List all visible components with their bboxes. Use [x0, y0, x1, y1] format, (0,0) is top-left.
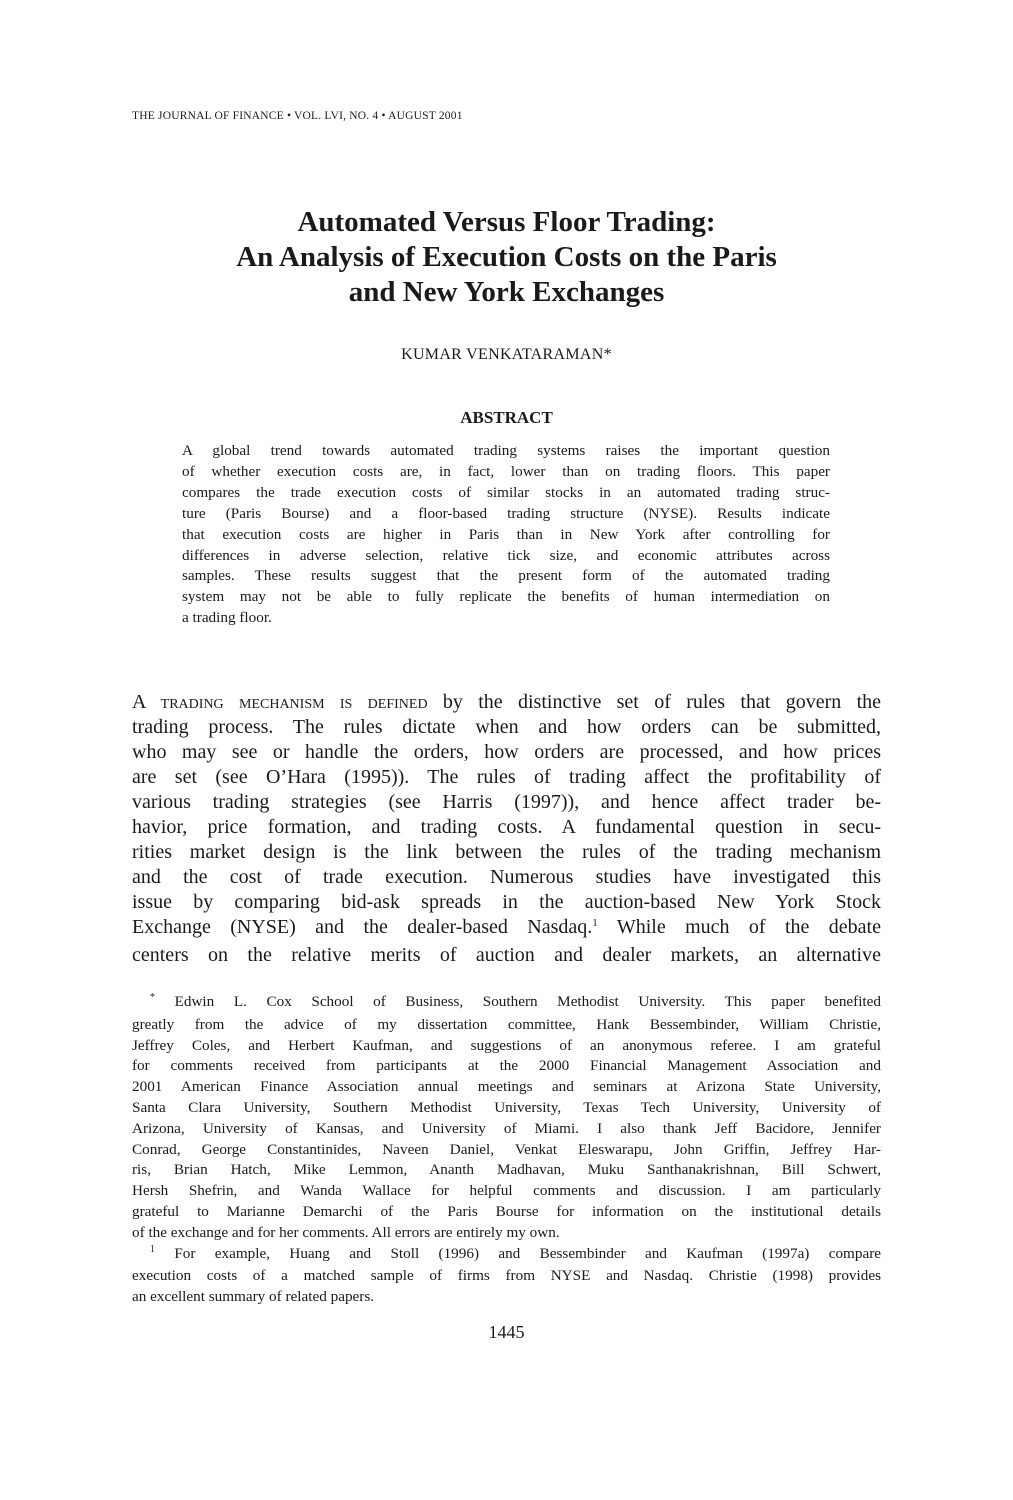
abstract-heading: ABSTRACT [460, 408, 553, 427]
abstract-line: of whether execution costs are, in fact, lower than on trading floors. This paper [182, 462, 830, 480]
footnote-text: Edwin L. Cox School of Business, Southern Methodist University. This paper benefited [155, 993, 881, 1010]
small-caps-lead: A trading mechanism is defined [132, 691, 428, 713]
footnote-line: Jeffrey Coles, and Herbert Kaufman, and suggestions of an anonymous referee. I am grateful [132, 1036, 881, 1054]
footnote-line [132, 992, 881, 1015]
title-line-3: and New York Exchanges [348, 276, 665, 308]
footnote-line: Hersh Shefrin, and Wanda Wallace for helpful comments and discussion. I am particularly [132, 1182, 881, 1200]
footnote-line: Santa Clara University, Southern Methodist University, Texas Tech University, University of [132, 1098, 881, 1116]
footnote-line: of the exchange and for her comments. All errors are entirely my own. [132, 1223, 560, 1241]
body-line: rities market design is the link between the rules of the trading mechanism [132, 841, 881, 863]
body-line: issue by comparing bid-ask spreads in the auction-based New York Stock [132, 891, 881, 913]
abstract-line: ture (Paris Bourse) and a floor-based trading structure (NYSE). Results indicate [182, 504, 830, 522]
footnote-one-marker: 1 [150, 1243, 155, 1255]
body-line: are set (see O’Hara (1995)). The rules of trading affect the profitability of [132, 766, 881, 788]
abstract-line: samples. These results suggest that the present form of the automated trading [182, 567, 830, 585]
page-number: 1445 [488, 1322, 525, 1342]
article-title [0, 205, 1013, 310]
body-line: trading process. The rules dictate when and how orders can be submitted, [132, 716, 881, 738]
body-line: havior, price formation, and trading costs. A fundamental question in secu- [132, 816, 881, 838]
body-line: and the cost of trade execution. Numerous studies have investigated this [132, 866, 881, 888]
footnote-line [132, 1244, 881, 1267]
footnote-star-marker: * [150, 992, 155, 1003]
body-line: various trading strategies (see Harris (1997)), and hence affect trader be- [132, 791, 881, 813]
body-line-text: While much of the debate [597, 916, 881, 938]
footnote-line: Arizona, University of Kansas, and University of Miami. I also thank Jeff Bacidore, Jennifer [132, 1119, 881, 1137]
abstract-line: differences in adverse selection, relative tick size, and economic attributes across [182, 546, 830, 564]
body-line: who may see or handle the orders, how orders are processed, and how prices [132, 741, 881, 763]
footnote-line: execution costs of a matched sample of firms from NYSE and Nasdaq. Christie (1998) provides [132, 1267, 881, 1285]
author-name: KUMAR VENKATARAMAN* [401, 346, 612, 363]
body-line [132, 690, 881, 715]
footnote-line: grateful to Marianne Demarchi of the Paris Bourse for information on the institutional details [132, 1202, 881, 1220]
footnotes [132, 992, 881, 1308]
abstract-body [182, 441, 830, 629]
title-line-2: An Analysis of Execution Costs on the Paris [236, 241, 777, 273]
footnote-text: For example, Huang and Stoll (1996) and Bessembinder and Kaufman (1997a) compare [155, 1244, 881, 1262]
footnote-line: Conrad, George Constantinides, Naveen Daniel, Venkat Eleswarapu, John Griffin, Jeffrey Har- [132, 1140, 881, 1158]
body-line-rest: by the distinctive set of rules that govern the [442, 691, 882, 713]
footnote-line: greatly from the advice of my dissertation committee, Hank Bessembinder, William Christie, [132, 1015, 881, 1033]
body-line: centers on the relative merits of auction and dealer markets, an alternative [132, 944, 881, 966]
footnote-line: ris, Brian Hatch, Mike Lemmon, Ananth Madhavan, Muku Santhanakrishnan, Bill Schwert, [132, 1161, 881, 1179]
abstract-line: A global trend towards automated trading systems raises the important question [182, 442, 830, 459]
title-line-1: Automated Versus Floor Trading: [297, 206, 716, 238]
footnote-line: 2001 American Finance Association annual meetings and seminars at Arizona State University, [132, 1078, 881, 1096]
body-paragraph [132, 690, 881, 968]
footnote-line: an excellent summary of related papers. [132, 1288, 375, 1306]
running-head: THE JOURNAL OF FINANCE • VOL. LVI, NO. 4 • AUGUST 2001 [132, 110, 463, 122]
abstract-line: that execution costs are higher in Paris than in New York after controlling for [182, 525, 830, 543]
body-line [132, 915, 881, 943]
abstract-line: compares the trade execution costs of similar stocks in an automated trading struc- [182, 483, 830, 501]
footnote-line: for comments received from participants at the 2000 Financial Management Association and [132, 1057, 881, 1075]
abstract-line: system may not be able to fully replicate the benefits of human intermediation on [182, 588, 830, 606]
abstract-line: a trading floor. [182, 609, 272, 627]
footnote-marker[interactable]: 1 [592, 917, 598, 929]
body-line-text: Exchange (NYSE) and the dealer-based Nasdaq. [132, 916, 593, 938]
